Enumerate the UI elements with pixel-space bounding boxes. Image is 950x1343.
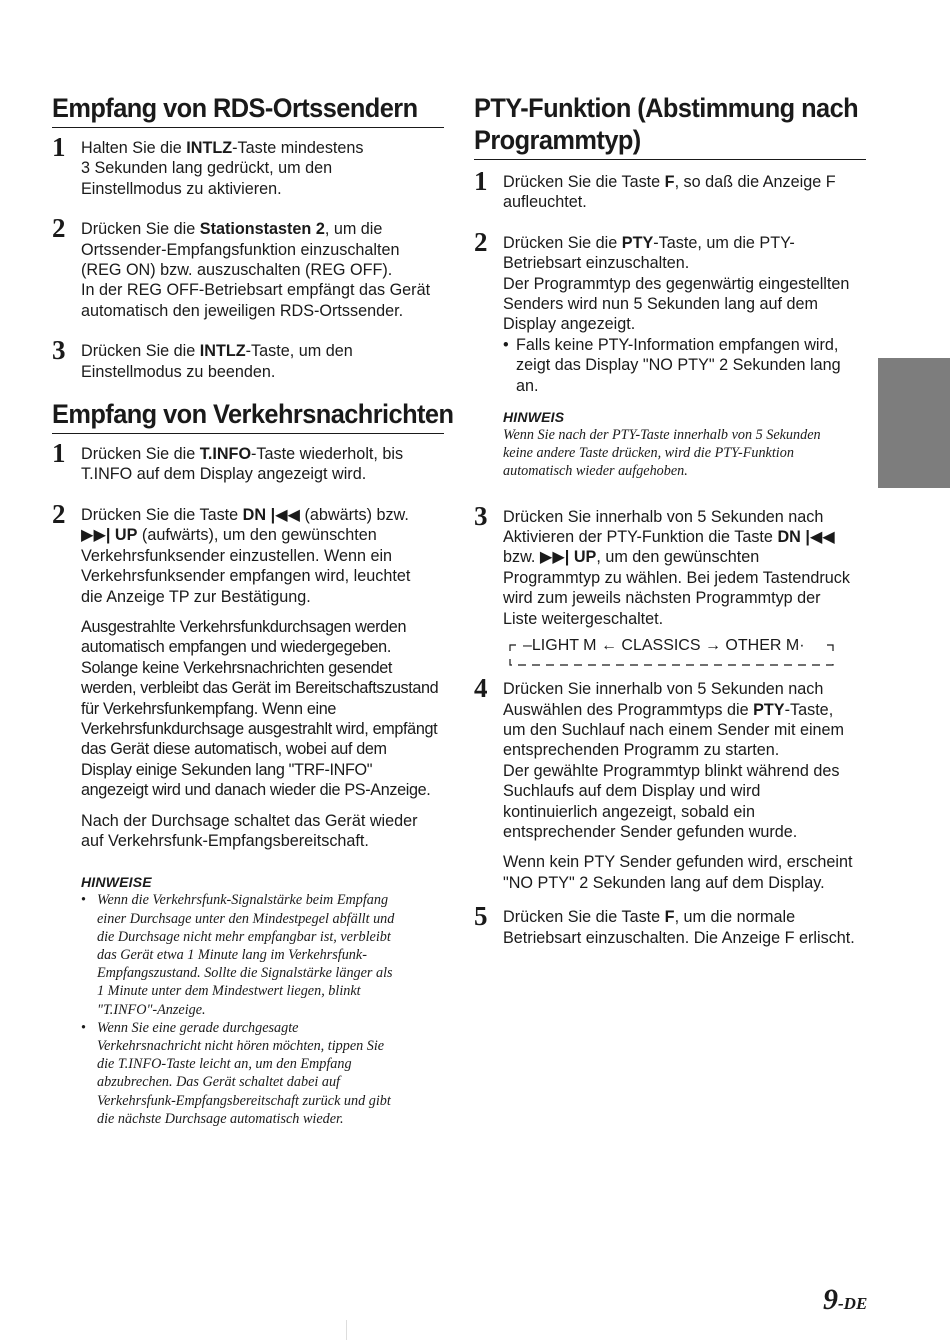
notes-block <box>52 873 444 1128</box>
note-item: • Wenn die Verkehrsfunk-Signalstärke beim Empfang einer Durchsage unter den Mindestpegel abfällt und die Durchsage nicht mehr empfangbar ist, verbleibt das Gerät etwa 1 Minute lang im Verkehrsfunk- Empfangszustand. Sollte die Signalstärke länger als 1 Minute unter dem Mindestwert liegen, blinkt "T.INFO"-Anzeige. <box>81 892 395 1018</box>
skip-back-icon: |◀◀ <box>805 528 835 547</box>
section-rds-title: Empfang von RDS-Ortssendern <box>52 93 418 123</box>
page-number-suffix: -DE <box>838 1294 868 1313</box>
skip-forward-icon: ▶▶| <box>81 526 111 545</box>
pty-step-1: 1 Drücken Sie die Taste F, so daß die Anzeige F aufleuchtet. <box>474 166 836 212</box>
key-intlz: INTLZ <box>186 139 233 157</box>
rds-step-3: 3 Drücken Sie die INTLZ-Taste, um den Einstellmodus zu beenden. <box>52 335 353 381</box>
pty-cycle-diagram <box>509 637 866 673</box>
section-rds-heading <box>52 92 444 128</box>
notes-title: HINWEISE <box>81 874 152 891</box>
note-item: • Wenn Sie eine gerade durchgesagte Verkehrsnachricht nicht hören möchten, tippen Sie die T.INFO-Taste leicht an, um den Empfang abzubrechen. Das Gerät schaltet dabei auf Verkehrsfunk-Empfangsbereitschaft zurück und gibt die nächste Durchsage automatisch wieder. <box>81 1019 391 1127</box>
key-intlz: INTLZ <box>199 342 246 361</box>
step-number: 5 <box>474 901 488 932</box>
section-pty-title-line-1: PTY-Funktion (Abstimmung nach <box>474 93 859 123</box>
section-traffic-title: Empfang von Verkehrsnachrichten <box>52 399 454 430</box>
step-number: 3 <box>474 500 488 531</box>
traffic-step-2: 2 Drücken Sie die Taste DN |◀◀ (abwärts) bzw. ▶▶| UP (aufwärts), um den gewünschten Verkehrsfunksender einzustellen. Wenn ein Verkehrsfunksender empfangen wird, leuchtet die Anzeige TP zur Bestätigung. Ausgestrahlte Verkehrsfunkdurchsagen werden automatisch empfangen und wiedergegeben. Solange keine Verkehrsnachrichten gesendet werden, verbleibt das Gerät im Bereitschaftszustand für Verkehrsfunkempfang. Wenn eine Verkehrsfunkdurchsage ausgestrahlt wird, empfängt das Gerät diese automatisch, wobei auf dem Display einige Sekunden lang "TRF-INFO" angezeigt wird und danach wieder die PS-Anzeige. Nach der Durchsage schaltet das Gerät wieder auf Verkehrsfunk-Empfangsbereitschaft. <box>52 505 444 852</box>
rds-step-1: 1 Halten Sie die INTLZ-Taste mindestens 3 Sekunden lang gedrückt, um den Einstellmodus zu aktivieren. <box>52 132 364 198</box>
key-f: F <box>664 908 675 927</box>
rds-step-2: 2 Drücken Sie die Stationstasten 2, um die Ortssender-Empfangsfunktion einzuschalten (REG ON) bzw. auszuschalten (REG OFF). In der REG OFF-Betriebsart empfängt das Gerät automatisch den jeweiligen RDS-Ortssender. <box>52 213 431 320</box>
key-pty: PTY <box>621 233 654 252</box>
step-number: 2 <box>474 226 488 257</box>
key-dn: DN <box>777 528 806 547</box>
step-number: 2 <box>52 213 66 244</box>
key-up: UP <box>110 526 138 545</box>
step-number: 1 <box>474 166 488 196</box>
pty-step-4: 4 Drücken Sie innerhalb von 5 Sekunden nach Auswählen des Programmtyps die PTY-Taste, um den Suchlauf nach einem Sender mit einem entsprechenden Programm zu starten. Der gewählte Programmtyp blinkt während des Suchlaufs auf dem Display und wird kontinuierlich angezeigt, sobald ein entsprechender Sender gefunden wurde. Wenn kein PTY Sender gefunden wird, erscheint "NO PTY" 2 Sekunden lang auf dem Display. <box>474 679 866 893</box>
key-station-2: Stationstasten 2 <box>199 220 325 239</box>
page-number <box>823 1283 867 1317</box>
section-pty-heading <box>474 92 866 160</box>
bullet: • <box>81 892 86 909</box>
note-text: Wenn Sie nach der PTY-Taste innerhalb von 5 Sekunden keine andere Taste drücken, wird die PTY-Funktion automatisch wieder aufgehoben. <box>503 427 821 480</box>
step-number: 3 <box>52 335 66 366</box>
left-column <box>52 92 454 1128</box>
step-number: 2 <box>52 498 66 529</box>
pty-bullet-item: • Falls keine PTY-Information empfangen wird, zeigt das Display "NO PTY" 2 Sekunden lang an. <box>503 335 841 395</box>
crop-mark <box>346 1320 347 1340</box>
side-tab-marker <box>878 358 950 488</box>
skip-back-icon: |◀◀ <box>270 505 300 524</box>
section-traffic-heading <box>52 398 454 434</box>
step-number: 1 <box>52 438 66 469</box>
key-pty: PTY <box>753 700 785 719</box>
bullet: • <box>81 1019 86 1036</box>
pty-step-3: 3 Drücken Sie innerhalb von 5 Sekunden nach Aktivieren der PTY-Funktion die Taste DN |◀◀ bzw. ▶▶| UP, um den gewünschten Programmtyp zu wählen. Bei jedem Tastendruck wird zum jeweils nächsten Programmtyp der Liste weitergeschaltet. <box>474 500 850 628</box>
traffic-step-1: 1 Drücken Sie die T.INFO-Taste wiederholt, bis T.INFO auf dem Display angezeigt wird. <box>52 438 404 484</box>
pty-step-2: 2 Drücken Sie die PTY-Taste, um die PTY- Betriebsart einzuschalten. Der Programmtyp des gegenwärtig eingestellten Senders wird nun 5 Sekunden lang auf dem Display angezeigt. • Falls keine PTY-Information empfangen wird, zeigt das Display "NO PTY" 2 Sekunden lang an. <box>474 233 866 396</box>
key-tinfo: T.INFO <box>199 445 252 464</box>
traffic-paragraph-1: Ausgestrahlte Verkehrsfunkdurchsagen werden automatisch empfangen und wiedergegeben. Solange keine Verkehrsnachrichten gesendet werden, verbleibt das Gerät im Bereitschaftszustand für Verkehrsfunkempfang. Wenn eine Verkehrsfunkdurchsage ausgestrahlt wird, empfängt das Gerät diese automatisch, wobei auf dem Display einige Sekunden lang "TRF-INFO" angezeigt wird und danach wieder die PS-Anzeige. <box>81 617 439 800</box>
pty-note-block <box>474 408 866 481</box>
skip-forward-icon: ▶▶| <box>539 548 570 567</box>
section-pty-title-line-2: Programmtyp) <box>474 125 641 155</box>
key-up: UP <box>569 548 597 567</box>
page-number-digit: 9 <box>823 1283 838 1316</box>
pty-step-5: 5 Drücken Sie die Taste F, um die normale Betriebsart einzuschalten. Die Anzeige F erlischt. <box>474 901 855 947</box>
traffic-paragraph-2: Nach der Durchsage schaltet das Gerät wieder auf Verkehrsfunk-Empfangsbereitschaft. <box>81 811 418 850</box>
bullet: • <box>503 335 509 354</box>
note-title: HINWEIS <box>503 409 565 426</box>
key-dn: DN <box>242 505 271 524</box>
step-number: 1 <box>52 132 66 162</box>
step-number: 4 <box>474 673 488 704</box>
key-f: F <box>664 173 675 191</box>
cycle-label: –LIGHT M ← CLASSICS → OTHER M· <box>523 637 805 655</box>
right-column <box>474 92 866 968</box>
pty-step-4-paragraph: Wenn kein PTY Sender gefunden wird, erscheint "NO PTY" 2 Sekunden lang auf dem Display. <box>503 853 853 892</box>
